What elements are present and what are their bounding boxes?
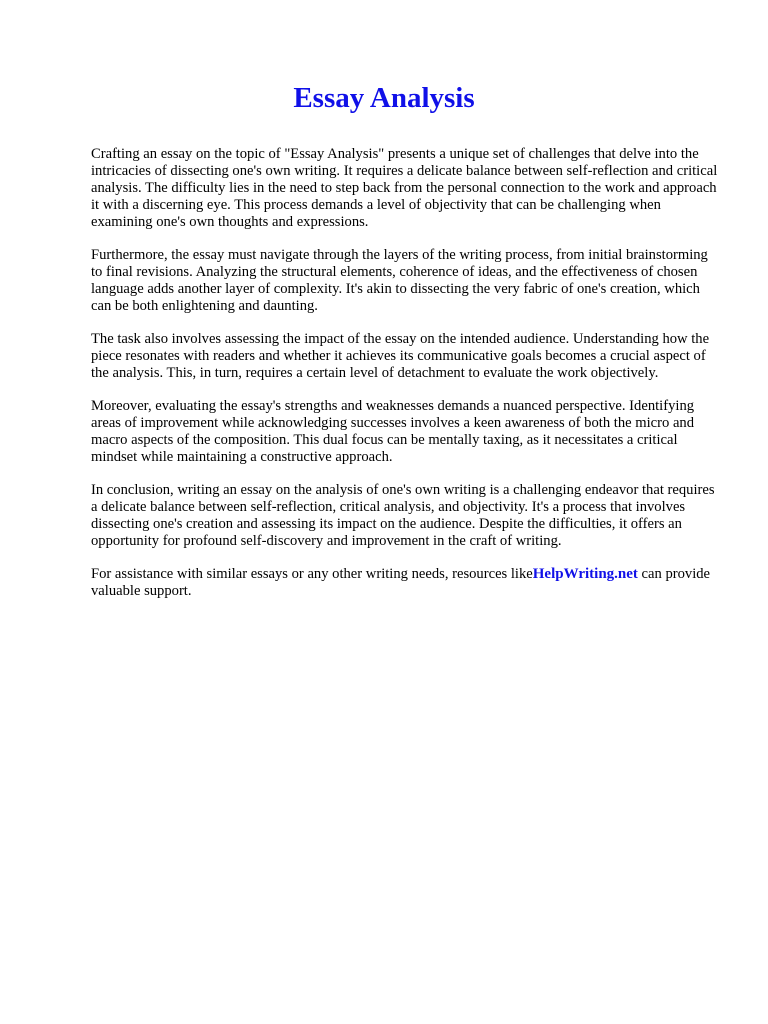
paragraph-3: The task also involves assessing the impact of the essay on the intended audience. Understanding how the piece resonates with readers and whether it achieves its communicative goals becomes a crucial aspect of the analysis. This, in turn, requires a certain level of detachment to evaluate the work objectively. — [91, 331, 710, 381]
closing-text-after-link: can provide valuable support. — [91, 566, 711, 599]
paragraph-2: Furthermore, the essay must navigate through the layers of the writing process, from initial brainstorming to final revisions. Analyzing the structural elements, coherence of ideas, and the effectiveness of chosen language adds another layer of complexity. It's akin to dissecting the very fabric of one's creation, which can be both enlightening and daunting. — [91, 247, 708, 314]
closing-text-before-link: For assistance with similar essays or any other writing needs, resources like — [91, 566, 533, 582]
paragraph-1: Crafting an essay on the topic of "Essay Analysis" presents a unique set of challenges that delve into the intricacies of dissecting one's own writing. It requires a delicate balance between self-reflection and critical analysis. The difficulty lies in the need to step back from the personal connection to the work and approach it with a discerning eye. This process demands a level of objectivity that can be challenging when examining one's own thoughts and expressions. — [91, 146, 718, 230]
helpwriting-link[interactable]: HelpWriting.net — [532, 566, 638, 582]
paragraph-5: In conclusion, writing an essay on the analysis of one's own writing is a challenging endeavor that requires a delicate balance between self-reflection, critical analysis, and objectivity. It's a process that involves dissecting one's creation and assessing its impact on the audience. Despite the difficulties, it offers an opportunity for profound self-discovery and improvement in the craft of writing. — [91, 482, 715, 549]
page-title: Essay Analysis — [293, 82, 475, 114]
paragraph-4: Moreover, evaluating the essay's strengths and weaknesses demands a nuanced perspective. Identifying areas of improvement while acknowledging successes involves a keen awareness of both the micro and macro aspects of the composition. This dual focus can be mentally taxing, as it necessitates a critical mindset while maintaining a constructive approach. — [91, 398, 695, 465]
essay-body — [91, 146, 722, 600]
closing-paragraph — [91, 566, 722, 600]
